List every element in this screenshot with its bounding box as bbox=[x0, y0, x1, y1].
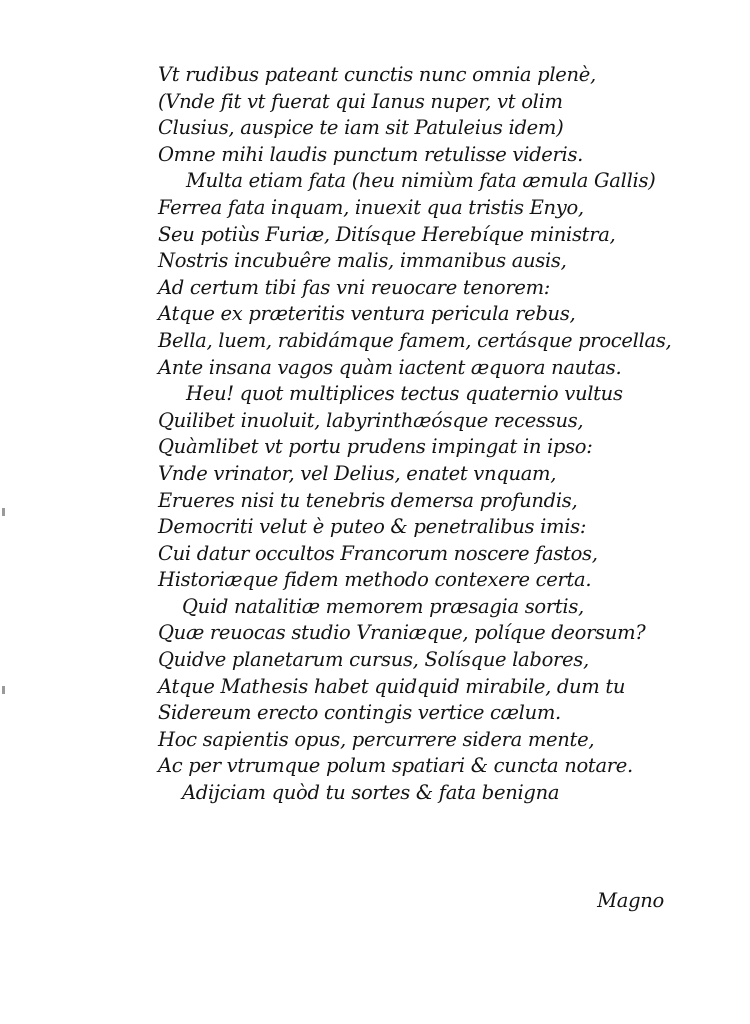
poem-line: Ad certum tibi fas vni reuocare tenorem: bbox=[158, 275, 551, 299]
poem-line: Adijciam quòd tu sortes & fata benigna bbox=[182, 781, 560, 805]
poem-line: Atque Mathesis habet quidquid mirabile, dum tu bbox=[158, 674, 626, 698]
poem-line: Vnde vrinator, vel Delius, enatet vnquam, bbox=[158, 461, 557, 485]
poem-line: Clusius, auspice te iam sit Patuleius idem) bbox=[158, 116, 564, 140]
poem-line: Omne mihi laudis punctum retulisse videris. bbox=[158, 142, 584, 166]
poem-line: Cui datur occultos Francorum noscere fastos, bbox=[158, 541, 598, 565]
poem-line: Ferrea fata inquam, inuexit qua tristis Enyo, bbox=[158, 195, 584, 219]
poem-line: Vt rudibus pateant cunctis nunc omnia plenè, bbox=[158, 63, 596, 86]
poem-line: Quilibet inuoluit, labyrinthæósque recessus, bbox=[158, 408, 584, 432]
scan-edge-mark bbox=[2, 686, 5, 694]
poem-line: Multa etiam fata (heu nimiùm fata æmula Gallis) bbox=[186, 169, 656, 193]
poem-line: Quid natalitiæ memorem præsagia sortis, bbox=[182, 594, 584, 618]
poem-line: Quidve planetarum cursus, Solísque labores, bbox=[158, 648, 589, 672]
catchword: Magno bbox=[597, 889, 664, 912]
poem-line: Hoc sapientis opus, percurrere sidera mente, bbox=[158, 727, 595, 751]
poem-line: Historiæque fidem methodo contexere certa. bbox=[158, 568, 592, 592]
poem-text-block bbox=[158, 62, 671, 807]
poem-line: Sidereum erecto contingis vertice cælum. bbox=[158, 701, 561, 725]
poem-line: Ac per vtrumque polum spatiari & cuncta notare. bbox=[158, 754, 633, 778]
poem-line: (Vnde fit vt fuerat qui Ianus nuper, vt olim bbox=[158, 89, 563, 113]
scan-edge-mark bbox=[2, 508, 5, 516]
poem-line: Quæ reuocas studio Vraniæque, políque deorsum? bbox=[158, 621, 646, 645]
poem-line: Atque ex præteritis ventura pericula rebus, bbox=[158, 302, 576, 326]
poem-line: Bella, luem, rabidámque famem, certásque procellas, bbox=[158, 328, 672, 352]
poem-line: Heu! quot multiplices tectus quaternio vultus bbox=[186, 382, 623, 406]
poem-line: Quàmlibet vt portu prudens impingat in ipso: bbox=[158, 435, 593, 459]
poem-line: Democriti velut è puteo & penetralibus imis: bbox=[158, 515, 587, 539]
poem-line: Ante insana vagos quàm iactent æquora nautas. bbox=[158, 355, 622, 379]
poem-line: Seu potiùs Furiæ, Ditísque Herebíque ministra, bbox=[158, 222, 616, 246]
poem-line: Erueres nisi tu tenebris demersa profundis, bbox=[158, 488, 578, 512]
poem-line: Nostris incubuêre malis, immanibus ausis, bbox=[158, 249, 567, 273]
